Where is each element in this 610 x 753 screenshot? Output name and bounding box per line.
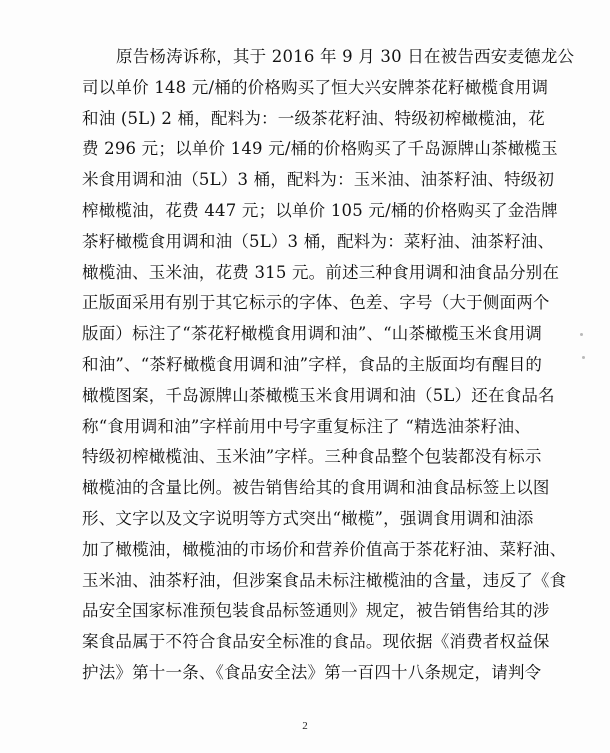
text-line-8: 橄榄油、玉米油，花费 315 元。前述三种食用调和油食品分别在 (82, 262, 560, 282)
text-line-15: 橄榄油的含量比例。被告销售给其的食用调和油食品标签上以图 (82, 478, 550, 498)
text-line-16: 形、文字以及文字说明等方式突出“橄榄”，强调食用调和油添 (82, 508, 534, 528)
text-line-20: 案食品属于不符合食品安全标准的食品。现依据《消费者权益保 (82, 632, 550, 652)
text-line-18: 玉米油、油茶籽油，但涉案食品未标注橄榄油的含量，违反了《食 (82, 570, 567, 590)
text-line-7: 茶籽橄榄食用调和油（5L）3 桶，配料为：菜籽油、油茶籽油、 (82, 231, 555, 251)
text-line-12: 橄榄图案，千岛源牌山茶橄榄玉米食用调和油（5L）还在食品名 (82, 385, 555, 405)
body-text (82, 42, 575, 689)
text-line-11: 和油”、“茶籽橄榄食用调和油”字样，食品的主版面均有醒目的 (82, 354, 543, 374)
scan-speck (580, 333, 583, 336)
scan-speck (582, 356, 585, 359)
text-line-5: 米食用调和油（5L）3 桶，配料为：玉米油、油茶籽油、特级初 (82, 170, 555, 190)
text-line-3: 和油 (5L) 2 桶，配料为：一级茶花籽油、特级初榨橄榄油，花 (82, 108, 545, 128)
text-line-10: 版面）标注了“茶花籽橄榄食用调和油”、“山茶橄榄玉米食用调 (82, 324, 543, 344)
text-line-13: 称“食用调和油”字样前用中号字重复标注了 “精选油茶籽油、 (82, 416, 531, 436)
text-line-17: 加了橄榄油，橄榄油的市场价和营养价值高于茶花籽油、菜籽油、 (82, 539, 567, 559)
text-line-21: 护法》第十一条、《食品安全法》第一百四十八条规定，请判令 (82, 662, 542, 682)
page-number: 2 (302, 720, 308, 732)
text-line-19: 品安全国家标准预包装食品标签通则》规定，被告销售给其的涉 (82, 601, 550, 621)
text-line-14: 特级初榨橄榄油、玉米油”字样。三种食品整个包装都没有标示 (82, 447, 542, 467)
text-line-4: 费 296 元；以单价 149 元/桶的价格购买了千岛源牌山茶橄榄玉 (82, 139, 558, 159)
text-line-2: 司以单价 148 元/桶的价格购买了恒大兴安牌茶花籽橄榄食用调 (82, 77, 549, 97)
text-line-1: 原告杨涛诉称，其于 2016 年 9 月 30 日在被告西安麦德龙公 (116, 47, 575, 66)
text-line-6: 榨橄榄油，花费 447 元；以单价 105 元/桶的价格购买了金浩牌 (82, 200, 558, 220)
text-line-9: 正版面采用有别于其它标示的字体、色差、字号（大于侧面两个 (82, 293, 550, 313)
